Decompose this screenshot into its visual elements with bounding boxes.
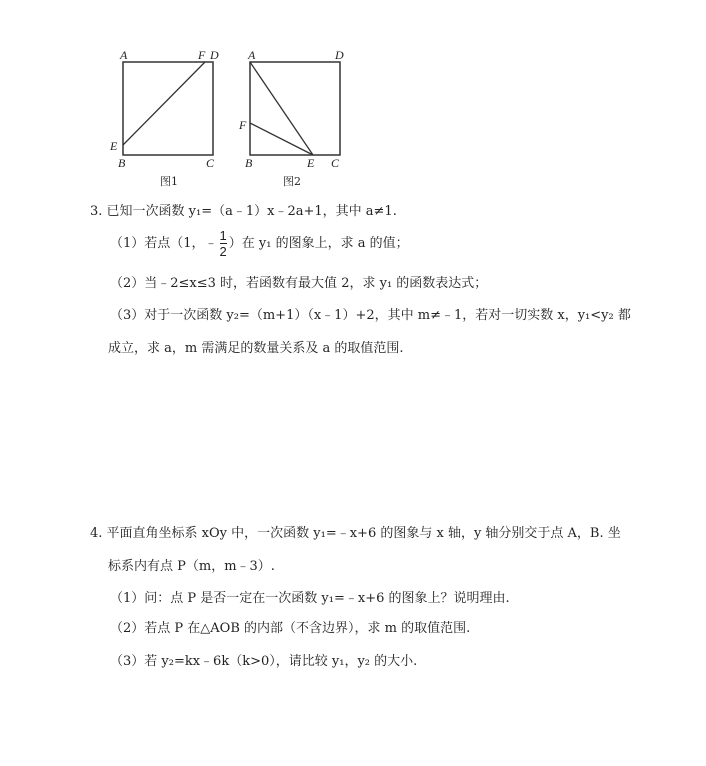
fraction-numerator: 1: [219, 228, 227, 243]
svg-text:C: C: [331, 156, 340, 170]
figure-1: [100, 45, 230, 195]
figure-2-caption: 图2: [283, 175, 301, 188]
q4-stem: 4. 平面直角坐标系 xOy 中，一次函数 y₁=﹣x+6 的图象与 x 轴，y 轴分别交于点 A，B. 坐: [90, 526, 621, 541]
q4-part2: （2）若点 P 在△AOB 的内部（不含边界），求 m 的取值范围.: [110, 621, 471, 636]
q3-part2: （2）当﹣2≤x≤3 时，若函数有最大值 2，求 y₁ 的函数表达式；: [110, 276, 488, 291]
q4-part1: （1）问：点 P 是否一定在一次函数 y₁=﹣x+6 的图象上？说明理由.: [110, 591, 510, 606]
svg-text:E: E: [110, 139, 118, 153]
q4-part3: （3）若 y₂=kx﹣6k（k>0），请比较 y₁，y₂ 的大小.: [110, 654, 418, 669]
svg-text:D: D: [335, 48, 344, 62]
q4-stem-cont: 标系内有点 P（m，m﹣3）.: [108, 559, 275, 574]
svg-text:A: A: [120, 48, 128, 62]
q3-part1-suffix: ）在 y₁ 的图象上，求 a 的值；: [228, 236, 409, 251]
q3-part3: （3）对于一次函数 y₂=（m+1）（x﹣1）+2，其中 m≠﹣1，若对一切实数 x，y₁<y₂ 都: [110, 308, 631, 323]
svg-text:F: F: [239, 118, 247, 132]
fraction-denominator: 2: [219, 244, 227, 259]
svg-text:B: B: [245, 156, 253, 170]
figure-2: [235, 45, 365, 195]
q3-part1: [110, 228, 409, 259]
svg-text:B: B: [118, 156, 126, 170]
figure-1-caption: 图1: [160, 175, 178, 188]
q3-part3-cont: 成立，求 a，m 需满足的数量关系及 a 的取值范围.: [108, 341, 404, 356]
svg-text:A: A: [248, 48, 256, 62]
svg-text:F: F: [198, 48, 206, 62]
q3-stem: 3. 已知一次函数 y₁=（a﹣1）x﹣2a+1，其中 a≠1.: [90, 204, 397, 219]
svg-text:C: C: [206, 156, 215, 170]
svg-text:E: E: [307, 156, 315, 170]
svg-text:D: D: [210, 48, 219, 62]
fraction: [220, 228, 227, 259]
q3-part1-prefix: （1）若点（1，﹣: [110, 236, 218, 251]
